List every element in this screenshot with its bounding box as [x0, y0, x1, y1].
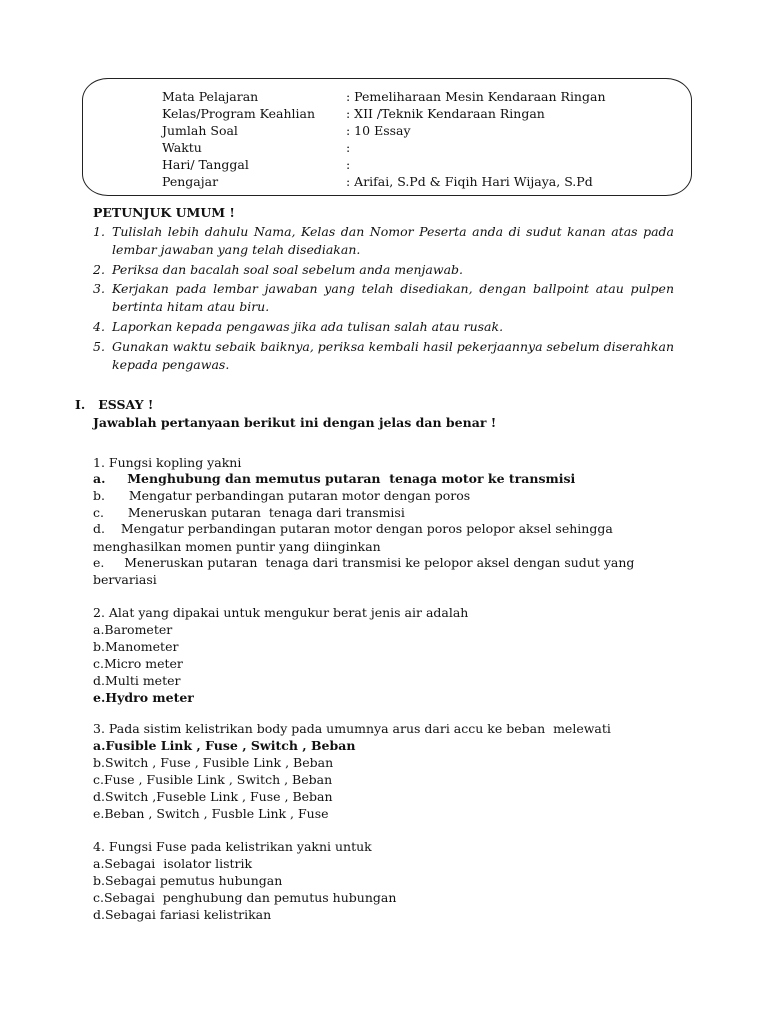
- header-label: Mata Pelajaran: [162, 89, 259, 104]
- instructions-title: PETUNJUK UMUM !: [93, 205, 235, 220]
- answer-option: c.Sebagai penghubung dan pemutus hubungan: [93, 890, 397, 905]
- answer-option: c. Meneruskan putaran tenaga dari transmisi: [93, 505, 405, 520]
- answer-option: b. Mengatur perbandingan putaran motor dengan poros: [93, 488, 471, 503]
- answer-option: b.Manometer: [93, 639, 179, 654]
- answer-option: b.Switch , Fuse , Fusible Link , Beban: [93, 755, 334, 770]
- answer-option: e.Hydro meter: [93, 690, 194, 705]
- header-label: Jumlah Soal: [162, 123, 238, 138]
- instruction-number: 2.: [93, 262, 105, 277]
- header-value: : Arifai, S.Pd & Fiqih Hari Wijaya, S.Pd: [346, 174, 593, 189]
- question-text: 3. Pada sistim kelistrikan body pada umumnya arus dari accu ke beban melewati: [93, 721, 611, 736]
- instruction-number: 3.: [93, 281, 105, 296]
- instruction-text: Periksa dan bacalah soal soal sebelum anda menjawab.: [112, 262, 463, 277]
- answer-option: d.Switch ,Fuseble Link , Fuse , Beban: [93, 789, 333, 804]
- instruction-number: 1.: [93, 224, 105, 239]
- header-label: Kelas/Program Keahlian: [162, 106, 316, 121]
- instruction-text: Gunakan waktu sebaik baiknya, periksa kembali hasil pekerjaannya sebelum diserahkan: [112, 339, 674, 354]
- section-subtitle: Jawablah pertanyaan berikut ini dengan jelas dan benar !: [93, 415, 497, 430]
- answer-option: d.Sebagai fariasi kelistrikan: [93, 907, 272, 922]
- header-value: : XII /Teknik Kendaraan Ringan: [346, 106, 545, 121]
- instruction-text: Kerjakan pada lembar jawaban yang telah disediakan, dengan ballpoint atau pulpen: [112, 281, 674, 296]
- answer-option: b.Sebagai pemutus hubungan: [93, 873, 283, 888]
- header-value: :: [346, 157, 351, 172]
- answer-option: e.Beban , Switch , Fusble Link , Fuse: [93, 806, 329, 821]
- instruction-number: 5.: [93, 339, 105, 354]
- question-text: 2. Alat yang dipakai untuk mengukur berat jenis air adalah: [93, 605, 469, 620]
- instruction-text: Tulislah lebih dahulu Nama, Kelas dan Nomor Peserta anda di sudut kanan atas pada: [112, 224, 674, 239]
- answer-option: e. Meneruskan putaran tenaga dari transmisi ke pelopor aksel dengan sudut yang: [93, 555, 635, 570]
- answer-option: bervariasi: [93, 572, 157, 587]
- instruction-text: bertinta hitam atau biru.: [112, 299, 270, 314]
- instruction-text: lembar jawaban yang telah disediakan.: [112, 242, 361, 257]
- header-value: : 10 Essay: [346, 123, 411, 138]
- answer-option: a.Barometer: [93, 622, 173, 637]
- question-text: 4. Fungsi Fuse pada kelistrikan yakni untuk: [93, 839, 372, 854]
- header-label: Waktu: [162, 140, 202, 155]
- answer-option: a.Sebagai isolator listrik: [93, 856, 253, 871]
- header-label: Hari/ Tanggal: [162, 157, 249, 172]
- answer-option: c.Micro meter: [93, 656, 183, 671]
- question-text: 1. Fungsi kopling yakni: [93, 455, 242, 470]
- answer-option: d.Multi meter: [93, 673, 181, 688]
- header-value: :: [346, 140, 351, 155]
- instruction-number: 4.: [93, 319, 105, 334]
- instruction-text: kepada pengawas.: [112, 357, 230, 372]
- header-value: : Pemeliharaan Mesin Kendaraan Ringan: [346, 89, 606, 104]
- answer-option: a.Fusible Link , Fuse , Switch , Beban: [93, 738, 356, 753]
- answer-option: c.Fuse , Fusible Link , Switch , Beban: [93, 772, 333, 787]
- header-label: Pengajar: [162, 174, 219, 189]
- section-title: I. ESSAY !: [75, 397, 154, 412]
- instruction-text: Laporkan kepada pengawas jika ada tulisan salah atau rusak.: [112, 319, 504, 334]
- answer-option: menghasilkan momen puntir yang diinginkan: [93, 539, 381, 554]
- answer-option: a. Menghubung dan memutus putaran tenaga motor ke transmisi: [93, 471, 576, 486]
- answer-option: d. Mengatur perbandingan putaran motor dengan poros pelopor aksel sehingga: [93, 521, 613, 536]
